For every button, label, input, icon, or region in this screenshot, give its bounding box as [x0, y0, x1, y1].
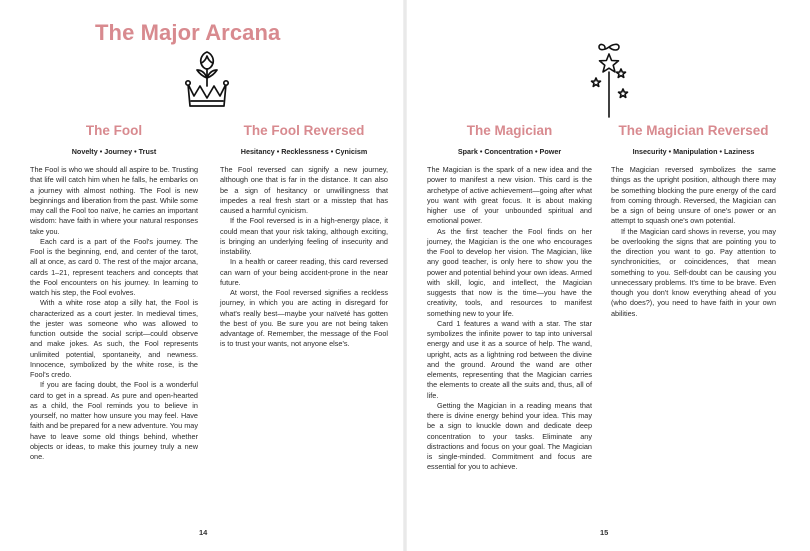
paragraph: With a white rose atop a silly hat, the Fool is characterized as a court jester. In medieval times, the jester was someone who was allowed to function outside the social script—could observe and make jokes. As such, the Fool represents unlimited potential, spontaneity, and newness. Innocence, symbolized by the white rose, is the Fool's credo. — [30, 298, 198, 379]
fool-reversed-title: The Fool Reversed — [243, 123, 365, 138]
paragraph: The Magician reversed symbolizes the same things as the upright position, although there may be something blocking the pure energy of the card from coming through. Reversed, the Magician can be a sign of being unsure of one's power or an attempt to squash one's own potential. — [611, 165, 776, 226]
fool-reversed-keywords: Hesitancy • Recklessness • Cynicism — [240, 147, 368, 156]
paragraph: Card 1 features a wand with a star. The star symbolizes the infinite power to tap into universal energy and use it as a source of help. The wand, upright, acts as a lightning rod between the divine and the ground. Around the wand are other elements, representing that the Magician carries the elements to create all the suits and, thus, all of life. — [427, 318, 592, 400]
fool-column — [30, 123, 198, 462]
paragraph: The Fool reversed can signify a new journey, although one that is far in the distance. It can also be a sign of hesitancy or unwillingness that impedes a real fresh start or a misstep that has caused a harmful cynicism. — [220, 165, 388, 215]
section-heading: The Major Arcana — [95, 20, 281, 45]
paragraph: Each card is a part of the Fool's journey. The Fool is the beginning, end, and center of the tarot, all at once, as card 0. The rest of the major arcana, cards 1–21, represent teachers and concepts that the Fool encounters on his journey. In learning to watch his step, the Fool evolves. — [30, 236, 198, 297]
magician-reversed-column — [611, 123, 776, 319]
paragraph: If you are facing doubt, the Fool is a wonderful card to get in a spread. As pure and open-hearted as a child, the Fool reminds you to believe in yourself, no matter how unsure you may feel. Have faith and be prepared for a new adventure. You may have to leave some old things behind, whether objects or ideas, to make this journey truly a new one. — [30, 380, 198, 461]
magician-reversed-keywords: Insecurity • Manipulation • Laziness — [632, 147, 755, 156]
magician-reversed-body — [611, 165, 776, 319]
right-page — [405, 0, 810, 551]
magician-title: The Magician — [466, 123, 553, 138]
fool-body — [30, 165, 198, 462]
paragraph: Getting the Magician in a reading means that there is divine energy behind your idea. This may be a sign to knuckle down and dedicate deep concentration to your tasks. Eliminate any distractions and focus on your goal. The Magician is single-minded. Commitment and focus are essential for you to achieve. — [427, 400, 592, 472]
paragraph: As the first teacher the Fool finds on her journey, the Magician is the one who encourages the Fool to develop her vision. The Magician, like any good teacher, is only here to show you the power and potential behind your own ideas. Armed with skill, logic, and intellect, the Magician suggests that now is the time—you have the creativity, tools, and resources to manifest something new to your life. — [427, 226, 592, 318]
infinity-wand-stars-icon — [587, 42, 637, 118]
page-number: 14 — [199, 528, 208, 537]
paragraph: If the Fool reversed is in a high-energy place, it could mean that your risk taking, although exciting, is bringing an underlying feeling of insecurity and instability. — [220, 216, 388, 256]
crown-rose-icon — [181, 48, 233, 112]
fool-title: The Fool — [85, 123, 143, 138]
paragraph: The Magician is the spark of a new idea and the power to manifest a new vision. This card is the archetype of active achievement—going after what you want with great focus. It is about making higher use of your unbounded spiritual and emotional power. — [427, 165, 592, 226]
fool-reversed-column — [220, 123, 388, 350]
paragraph: In a health or career reading, this card reversed can warn of your being accident-prone in the near future. — [220, 257, 388, 287]
page-number: 15 — [600, 528, 609, 537]
magician-keywords: Spark • Concentration • Power — [457, 147, 562, 156]
magician-column — [427, 123, 592, 473]
fool-reversed-body — [220, 165, 388, 350]
paragraph: At worst, the Fool reversed signifies a reckless journey, in which you are acting in disregard for what's really best—maybe your naïveté has gotten the best of you. Be sure you are not being taken advantage of. Remember, the message of the Fool is to trust your wants, not anyone else's. — [220, 288, 388, 349]
paragraph: The Fool is who we should all aspire to be. Trusting that life will catch him when he falls, he embarks on a journey with almost nothing. The Fool is new beginnings and liberation from the past. While some may call the Fool too naïve, he carries an important wisdom: have faith in where your natural responses take you. — [30, 165, 198, 236]
paragraph: If the Magician card shows in reverse, you may be overlooking the signs that are pointing you to the direction you want to go. Pay attention to synchronicities, or coincidences, that mean something to you. Self-doubt can be causing you unnecessary problems. It's time to be brave. Even though you don't know everything ahead of you (who does?), you need to have faith in your own abilities. — [611, 226, 776, 318]
magician-body — [427, 165, 592, 473]
fool-keywords: Novelty • Journey • Trust — [71, 147, 157, 156]
magician-reversed-title: The Magician Reversed — [618, 123, 769, 138]
